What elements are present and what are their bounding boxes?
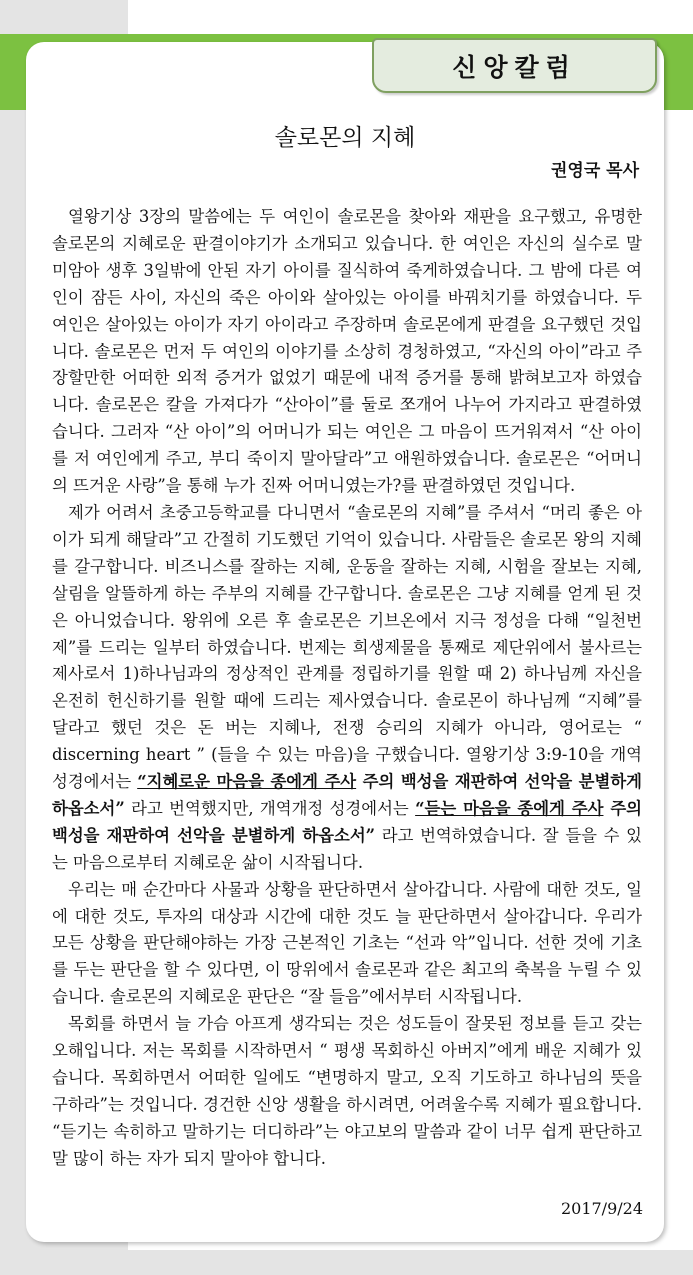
article-date: 2017/9/24 bbox=[560, 1199, 643, 1218]
bible-quote-revised-1: “지혜로운 마음을 종에게 주사 bbox=[137, 772, 357, 792]
background-bottom-strip bbox=[0, 1250, 693, 1275]
paragraph-4: 목회를 하면서 늘 가슴 아프게 생각되는 것은 성도들이 잘못된 정보를 듣고 갖는 오해입니다. 저는 목회를 시작하면서 “ 평생 목회하신 아버지”에게 배운 지혜가 있습니다. 목회하면서 어떠한 일에도 “변명하지 말고, 오직 기도하고 하나님의 뜻을 구하라”는 것입니다. 경건한 신앙 생활을 하시려면, 어려울수록 지혜가 필요합니다. “듣기는 속히하고 말하기는 더디하라”는 야고보의 말씀과 같이 너무 쉽게 판단하고 말 많이 하는 자가 되지 말아야 합니다. bbox=[52, 1014, 642, 1168]
bible-quote-new-revised-2: 주의 백성을 재판하여 선악을 분별하게 하옵소서” bbox=[52, 798, 642, 845]
paragraph-1: 열왕기상 3장의 말씀에는 두 여인이 솔로몬을 찾아와 재판을 요구했고, 유명한 솔로몬의 지혜로운 판결이야기가 소개되고 있습니다. 한 여인은 자신의 실수로 말미암아 생후 3일밖에 안된 자기 아이를 질식하여 죽게하였습니다. 그 밤에 다른 여인이 잠든 사이, 자신의 죽은 아이와 살아있는 아이를 바꿔치기를 하였습니다. 두 여인은 살아있는 아이가 자기 아이라고 주장하며 솔로몬에게 판결을 요구했던 것입니다. 솔로몬은 먼저 두 여인의 이야기를 소상히 경청하였고, “자신의 아이”라고 주장할만한 어떠한 외적 증거가 없었기 때문에 내적 증거를 통해 밝혀보고자 하였습니다. 솔로몬은 칼을 가져다가 “산아이”를 둘로 쪼개어 나누어 가지라고 판결하였습니다. 그러자 “산 아이”의 어머니가 되는 여인은 그 마음이 뜨거워져서 “산 아이를 저 여인에게 주고, 부디 죽이지 말아달라”고 애원하였습니다. 솔로몬은 “어머니의 뜨거운 사랑”을 통해 누가 진짜 어머니였는가?를 판결하였던 것입니다. bbox=[52, 207, 642, 496]
paragraph-2 bbox=[52, 500, 642, 877]
paragraph-2-text-c: 라고 번역하였습니다. 잘 들을 수 있는 마음으로부터 지혜로운 삶이 시작됩니다. bbox=[52, 825, 642, 872]
paragraph-2-text-b: 라고 번역했지만, 개역개정 성경에서는 bbox=[124, 798, 416, 818]
article-body bbox=[52, 204, 642, 1173]
column-tab-label: 신앙칼럼 bbox=[372, 38, 657, 93]
paragraph-3: 우리는 매 순간마다 사물과 상황을 판단하면서 살아갑니다. 사람에 대한 것도, 일에 대한 것도, 투자의 대상과 시간에 대한 것도 늘 판단하면서 살아갑니다. 우리가 모든 상황을 판단해야하는 가장 근본적인 기초는 “선과 악”입니다. 선한 것에 기초를 두는 판단을 할 수 있다면, 이 땅위에서 솔로몬과 같은 최고의 축복을 누릴 수 있습니다. 솔로몬의 지혜로운 판단은 “잘 들음”에서부터 시작됩니다. bbox=[52, 879, 642, 1007]
article-title: 솔로몬의 지혜 bbox=[274, 125, 416, 151]
article-author: 권영국 목사 bbox=[550, 161, 639, 181]
bible-quote-revised-2: 주의 백성을 재판하여 선악을 분별하게 하옵소서” bbox=[52, 772, 642, 818]
bible-quote-new-revised-1: “듣는 마음을 종에게 주사 bbox=[415, 798, 604, 818]
paragraph-2-text-a: 제가 어려서 초중고등학교를 다니면서 “솔로몬의 지혜”를 주셔서 “머리 좋은 아이가 되게 해달라”고 간절히 기도했던 기억이 있습니다. 사람들은 솔로몬 왕의 지혜를 갈구합니다. 비즈니스를 잘하는 지혜, 운동을 잘하는 지혜, 시험을 잘보는 지혜, 살림을 알뜰하게 하는 주부의 지혜를 간구합니다. 솔로몬은 그냥 지혜를 얻게 된 것은 아니었습니다. 왕위에 오른 후 솔로몬은 기브온에서 지극 정성을 다해 “일천번제”를 드리는 일부터 하였습니다. 번제는 희생제물을 통째로 제단위에서 불사르는 제사로서 1)하나님과의 정상적인 관계를 정립하기를 원할 때 2) 하나님께 자신을 온전히 헌신하기를 원할 때에 드리는 제사였습니다. 솔로몬이 하나님께 “지혜”를 달라고 했던 것은 돈 버는 지혜나, 전쟁 승리의 지혜가 아니라, 영어로는 “ discerning heart ” (들을 수 있는 마음)을 구했습니다. 열왕기상 3:9-10을 개역성경에서는 bbox=[52, 502, 642, 792]
